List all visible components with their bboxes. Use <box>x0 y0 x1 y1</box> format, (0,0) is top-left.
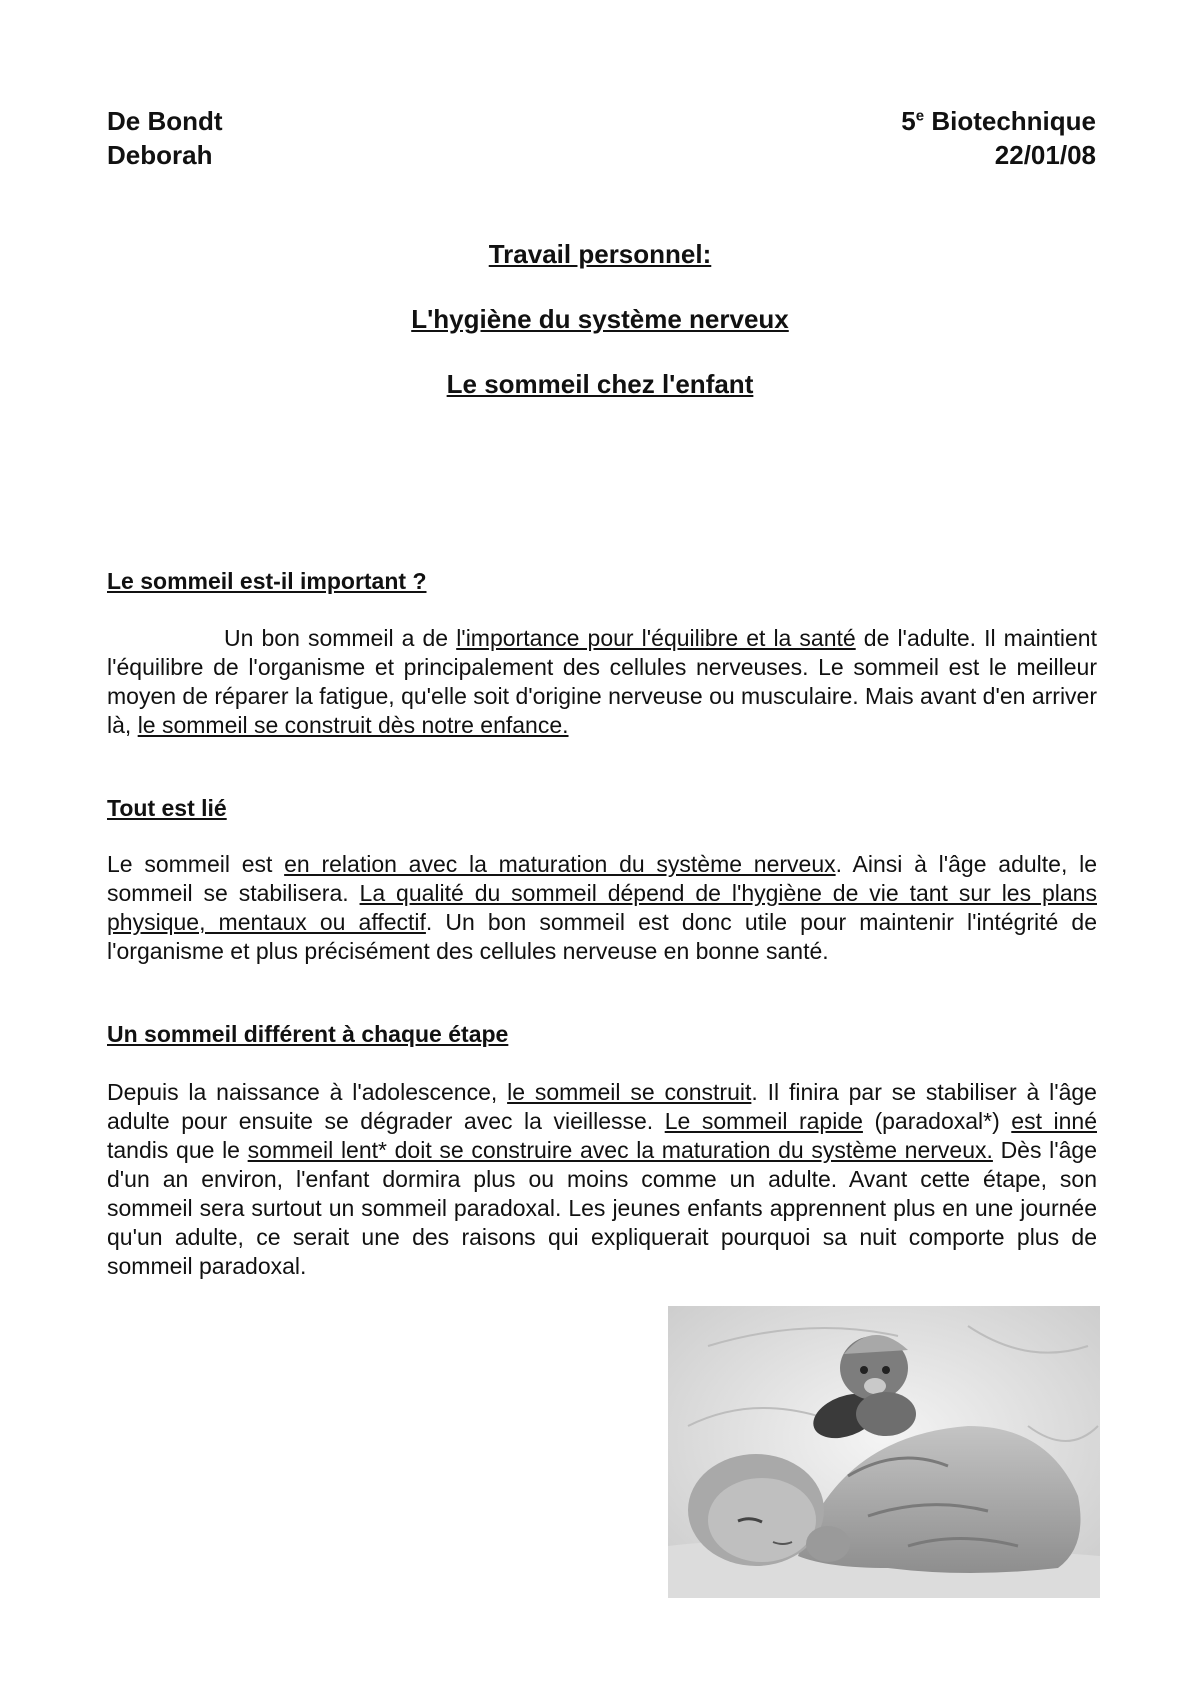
text-run: Dès l'âge d'un an environ, l'enfant dormira plus ou moins comme un adulte. Avant cette étape, son sommeil sera surtout un sommeil paradoxal. Les jeunes enfants apprennent plus en une journée qu'un adulte, ce serait une des raisons qui expliquerait pourquoi sa nuit comporte plus de sommeil paradoxal. <box>107 1137 1098 1279</box>
document-date: 22/01/08 <box>994 140 1096 170</box>
paragraph-link <box>107 850 1097 966</box>
underlined-text: Le sommeil rapide <box>664 1108 863 1134</box>
sleeping-baby-photo <box>668 1306 1100 1598</box>
header-right <box>901 104 1096 172</box>
section-title-stages: Un sommeil différent à chaque étape <box>107 1021 509 1047</box>
text-run: . Ainsi à l'âge adulte, le sommeil se stabilisera. <box>107 851 1097 906</box>
text-run: Un bon sommeil a de <box>224 625 457 651</box>
author-first-name: Deborah <box>107 140 213 170</box>
text-run: Depuis la naissance à l'adolescence, <box>107 1079 508 1105</box>
section-title-link: Tout est lié <box>107 795 227 821</box>
text-run: de l'adulte. Il maintient l'équilibre de l'organisme et principalement des cellules nerveuses. Le sommeil est le meilleur moyen de réparer la fatigue, qu'elle soit d'origine nerveuse ou musculaire. Mais avant d'en arriver là, <box>107 625 1097 738</box>
text-run: . Un bon sommeil est donc utile pour maintenir l'intégrité de l'organisme et plus précisément des cellules nerveuse en bonne santé. <box>107 909 1097 964</box>
paragraph-stages <box>107 1078 1097 1281</box>
underlined-text: sommeil lent* doit se construire avec la maturation du système nerveux. <box>247 1137 993 1163</box>
underlined-text: La qualité du sommeil dépend de l'hygiène de vie tant sur les plans physique, mentaux ou affectif <box>107 880 1097 935</box>
text-run: (paradoxal*) <box>862 1108 1012 1134</box>
class-name: Biotechnique <box>931 106 1096 136</box>
title-block <box>0 238 1200 433</box>
title-main: Travail personnel: <box>488 239 712 269</box>
underlined-text: l'importance pour l'équilibre et la santé <box>456 625 856 651</box>
section-title-importance: Le sommeil est-il important ? <box>107 568 427 594</box>
underlined-text: le sommeil se construit dès notre enfance. <box>137 712 569 738</box>
underlined-text: le sommeil se construit <box>507 1079 752 1105</box>
author-last-name: De Bondt <box>107 106 223 136</box>
underlined-text: est inné <box>1011 1108 1097 1134</box>
title-subject: L'hygiène du système nerveux <box>411 304 789 334</box>
class-label <box>901 104 1096 138</box>
class-superscript: e <box>915 107 925 125</box>
underlined-text: en relation avec la maturation du système nerveux <box>284 851 836 877</box>
text-run: Le sommeil est <box>107 851 285 877</box>
text-run: tandis que le <box>107 1137 248 1163</box>
text-run: . Il finira par se stabiliser à l'âge adulte pour ensuite se dégrader avec la vieillesse. <box>107 1079 1097 1134</box>
title-topic: Le sommeil chez l'enfant <box>446 369 754 399</box>
header-left <box>107 104 223 172</box>
class-number: 5 <box>901 106 916 136</box>
paragraph-importance <box>107 624 1097 740</box>
